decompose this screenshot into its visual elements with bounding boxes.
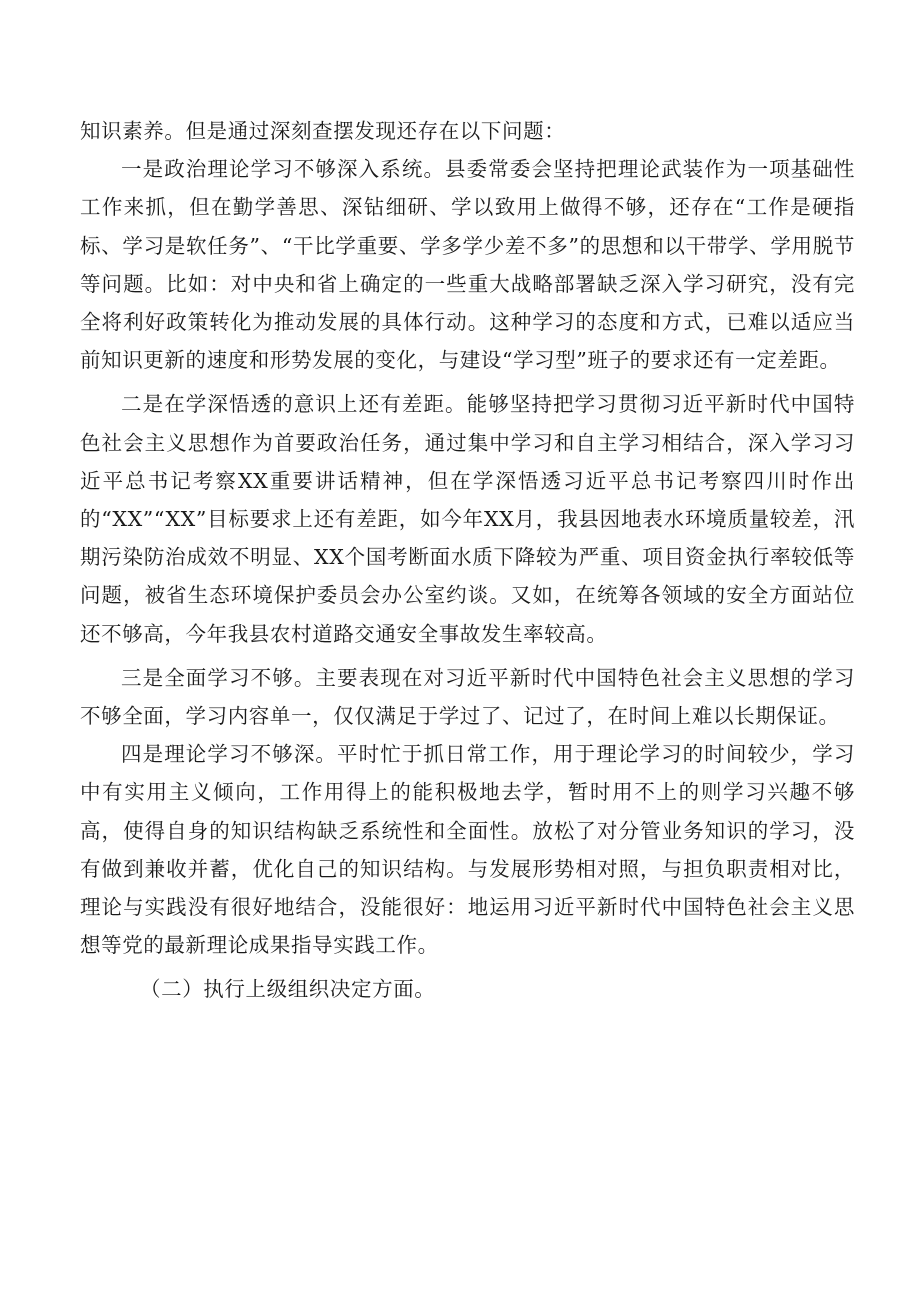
- section-heading: （二）执行上级组织决定方面。: [140, 977, 436, 1002]
- paragraph-issue-one: 一是政治理论学习不够深入系统。县委常委会坚持把理论武装作为一项基础性工作来抓，但在勤学善思、深钻细研、学以致用上做得不够，还存在“工作是硬指标、学习是软任务”、“干比学重要、学多学少差不多”的思想和以干带学、学用脱节等问题。比如：对中央和省上确定的一些重大战略部署缺乏深入学习研究，没有完全将利好政策转化为推动发展的具体行动。这种学习的态度和方式，已难以适应当前知识更新的速度和形势发展的变化，与建设“学习型”班子的要求还有一定差距。: [80, 157, 855, 373]
- document-body: [80, 112, 855, 1009]
- paragraph-issue-two: 二是在学深悟透的意识上还有差距。能够坚持把学习贯彻习近平新时代中国特色社会主义思想作为首要政治任务，通过集中学习和自主学习相结合，深入学习习近平总书记考察XX重要讲话精神，但在学深悟透习近平总书记考察四川时作出的“XX”“XX”目标要求上还有差距，如今年XX月，我县因地表水环境质量较差，汛期污染防治成效不明显、XX个国考断面水质下降较为严重、项目资金执行率较低等问题，被省生态环境保护委员会办公室约谈。又如，在统筹各领域的安全方面站位还不够高，今年我县农村道路交通安全事故发生率较高。: [80, 392, 855, 646]
- paragraph-issue-three: 三是全面学习不够。主要表现在对习近平新时代中国特色社会主义思想的学习不够全面，学习内容单一，仅仅满足于学过了、记过了，在时间上难以长期保证。: [80, 665, 855, 729]
- paragraph-continuation: 知识素养。但是通过深刻查摆发现还存在以下问题：: [80, 119, 566, 143]
- paragraph-issue-four: 四是理论学习不够深。平时忙于抓日常工作，用于理论学习的时间较少，学习中有实用主义倾向，工作用得上的能积极地去学，暂时用不上的则学习兴趣不够高，使得自身的知识结构缺乏系统性和全面性。放松了对分管业务知识的学习，没有做到兼收并蓄，优化自己的知识结构。与发展形势相对照，与担负职责相对比，理论与实践没有很好地结合，没能很好：地运用习近平新时代中国特色社会主义思想等党的最新理论成果指导实践工作。: [80, 742, 855, 958]
